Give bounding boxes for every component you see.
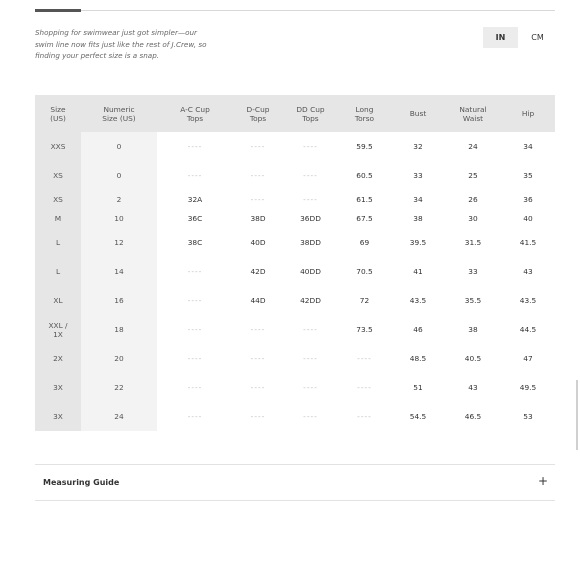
table-cell: ---- [303,412,318,421]
table-cell: 59.5 [356,142,373,151]
intro-text: Shopping for swimwear just got simpler—our swim line now fits just like the rest of J.Crew, so finding your perfect size is a snap. [35,28,207,60]
column-header: Long Torso [338,95,391,132]
table-cell: 40DD [300,267,321,276]
table-cell: ---- [303,354,318,363]
table-cell: 69 [359,238,370,247]
table-cell: ---- [357,412,372,421]
top-divider [35,10,555,11]
table-cell: 30 [468,213,478,223]
table-cell: ---- [187,171,203,180]
table-row [35,286,555,315]
column-header: DD Cup Tops [283,95,338,132]
active-tab-indicator [35,9,81,12]
table-cell: 3X [35,402,81,431]
table-cell: 43.5 [409,296,427,305]
table-cell: 48.5 [409,354,427,363]
table-cell: M [35,208,81,228]
table-cell: 2X [35,344,81,373]
table-cell: 0 [81,161,157,190]
table-cell: 38DD [300,238,321,247]
table-cell: 40 [523,213,533,223]
table-cell: 16 [81,286,157,315]
table-cell: 25 [468,171,478,180]
table-cell: XS [35,190,81,208]
table-cell: 32 [413,142,423,151]
table-cell: ---- [250,383,266,392]
expand-plus-icon[interactable]: + [538,474,549,488]
table-cell: 38D [250,213,266,223]
table-cell: 31.5 [464,238,482,247]
unit-toggle [483,27,555,48]
column-header: D-Cup Tops [233,95,283,132]
table-cell: 12 [81,228,157,257]
table-cell: 43.5 [519,296,537,305]
table-cell: 34 [413,194,423,204]
table-cell: 70.5 [356,267,373,276]
table-cell: 46 [413,325,423,334]
size-chart-table [35,95,555,431]
table-row [35,373,555,402]
table-cell: 61.5 [356,194,373,204]
table-cell: 36DD [300,213,321,223]
table-cell: 41 [413,267,423,276]
table-cell: 54.5 [409,412,427,421]
table-cell: 42DD [300,296,321,305]
measuring-guide-label[interactable]: Measuring Guide [43,478,120,487]
table-cell: 43 [523,267,533,276]
table-cell: ---- [187,412,203,421]
table-cell: 35 [523,171,533,180]
table-row [35,190,555,208]
table-cell: 36C [187,213,203,223]
table-cell: 73.5 [356,325,373,334]
table-row [35,132,555,161]
table-cell: 35.5 [464,296,482,305]
table-row [35,208,555,228]
table-cell: 22 [81,373,157,402]
table-cell: ---- [250,325,266,334]
table-cell: ---- [187,354,203,363]
table-cell: 53 [523,412,533,421]
table-cell: ---- [187,267,203,276]
table-cell: L [35,257,81,286]
table-cell: ---- [303,325,318,334]
column-header: Size (US) [35,95,81,132]
table-cell: ---- [303,171,318,180]
column-header: Bust [391,95,445,132]
table-cell: L [35,228,81,257]
table-cell: 3X [35,373,81,402]
table-cell: ---- [250,142,266,151]
table-cell: 36 [523,194,533,204]
table-row [35,228,555,257]
table-cell: 33 [468,267,478,276]
guide-divider-top [35,464,555,465]
table-cell: ---- [357,354,372,363]
table-cell: 40D [250,238,266,247]
column-header: Hip [501,95,555,132]
table-cell: XXS [35,132,81,161]
table-cell: ---- [187,325,203,334]
table-cell: ---- [187,296,203,305]
table-row [35,161,555,190]
table-cell: ---- [250,194,266,204]
table-cell: 2 [81,190,157,208]
table-cell: 38C [187,238,203,247]
table-header-row [35,95,555,132]
table-cell: 18 [81,315,157,344]
table-cell: 51 [413,383,423,392]
table-cell: 42D [250,267,266,276]
unit-cm-button[interactable]: CM [520,27,555,48]
table-cell: 60.5 [356,171,373,180]
table-row [35,315,555,344]
table-cell: 38 [468,325,478,334]
table-cell: 39.5 [409,238,427,247]
table-cell: 24 [468,142,478,151]
table-cell: 41.5 [519,238,537,247]
table-cell: 10 [81,208,157,228]
table-cell: ---- [357,383,372,392]
table-cell: 67.5 [356,213,373,223]
table-cell: ---- [187,383,203,392]
table-cell: 34 [523,142,533,151]
table-cell: 47 [523,354,533,363]
table-cell: 38 [413,213,423,223]
table-cell: 14 [81,257,157,286]
table-cell: 40.5 [464,354,482,363]
table-cell: 44D [250,296,266,305]
unit-in-button[interactable]: IN [483,27,518,48]
table-row [35,257,555,286]
table-cell: ---- [303,194,318,204]
table-cell: 72 [359,296,370,305]
column-header: Numeric Size (US) [81,95,157,132]
table-cell: ---- [250,412,266,421]
table-cell: ---- [303,142,318,151]
table-cell: XL [35,286,81,315]
table-cell: 46.5 [464,412,482,421]
table-cell: 44.5 [519,325,537,334]
column-header: A-C Cup Tops [157,95,233,132]
table-cell: XXL / 1X [35,315,81,344]
table-cell: ---- [250,171,266,180]
table-cell: 26 [468,194,478,204]
table-cell: 43 [468,383,478,392]
column-header: Natural Waist [445,95,501,132]
table-cell: XS [35,161,81,190]
table-row [35,402,555,431]
table-cell: ---- [187,142,203,151]
guide-divider-bottom [35,500,555,501]
table-row [35,344,555,373]
table-cell: 24 [81,402,157,431]
table-cell: ---- [250,354,266,363]
scrollbar-track [576,380,578,450]
table-cell: 32A [187,194,203,204]
table-cell: 20 [81,344,157,373]
table-cell: ---- [303,383,318,392]
table-body [35,132,555,431]
table-cell: 0 [81,132,157,161]
table-cell: 33 [413,171,423,180]
table-cell: 49.5 [519,383,537,392]
